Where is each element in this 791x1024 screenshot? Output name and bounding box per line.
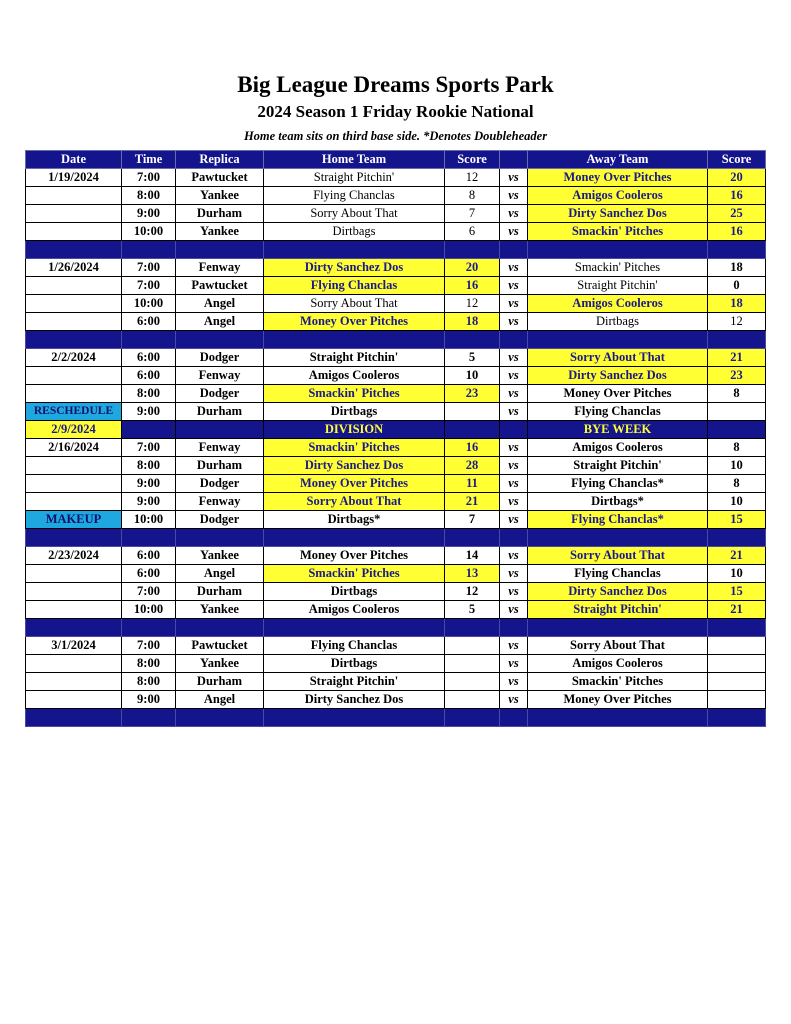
time-cell: 8:00	[122, 655, 176, 673]
col-header-date: Date	[26, 151, 122, 169]
vs-cell: vs	[500, 583, 528, 601]
table-row	[26, 691, 766, 709]
date-cell	[26, 493, 122, 511]
home-score-cell: 14	[445, 547, 500, 565]
week-separator-row	[26, 619, 766, 637]
time-cell	[122, 421, 176, 439]
away-team-cell: Smackin' Pitches	[528, 259, 708, 277]
home-team-cell: Smackin' Pitches	[264, 565, 445, 583]
week-separator-row	[26, 529, 766, 547]
time-cell: 7:00	[122, 259, 176, 277]
vs-cell: vs	[500, 223, 528, 241]
date-cell	[26, 475, 122, 493]
table-row	[26, 511, 766, 529]
vs-cell: vs	[500, 187, 528, 205]
away-team-cell: Straight Pitchin'	[528, 457, 708, 475]
home-score-cell: 16	[445, 439, 500, 457]
away-team-cell: Dirty Sanchez Dos	[528, 367, 708, 385]
away-team-cell: Money Over Pitches	[528, 169, 708, 187]
away-score-cell: 25	[708, 205, 766, 223]
table-row	[26, 655, 766, 673]
away-team-cell: Amigos Cooleros	[528, 655, 708, 673]
date-cell	[26, 277, 122, 295]
replica-cell: Angel	[176, 313, 264, 331]
time-cell: 6:00	[122, 313, 176, 331]
home-team-cell: Dirtbags	[264, 403, 445, 421]
week-separator-row	[26, 241, 766, 259]
week-separator-row	[26, 709, 766, 727]
table-row	[26, 637, 766, 655]
home-team-cell: Dirty Sanchez Dos	[264, 259, 445, 277]
vs-cell: vs	[500, 403, 528, 421]
replica-cell: Durham	[176, 673, 264, 691]
table-row	[26, 583, 766, 601]
away-score-cell: 21	[708, 349, 766, 367]
away-team-cell: Dirty Sanchez Dos	[528, 583, 708, 601]
vs-cell: vs	[500, 313, 528, 331]
replica-cell: Angel	[176, 691, 264, 709]
replica-cell: Dodger	[176, 475, 264, 493]
away-score-cell: 21	[708, 601, 766, 619]
vs-cell: vs	[500, 637, 528, 655]
home-team-cell: Flying Chanclas	[264, 637, 445, 655]
home-score-cell: 10	[445, 367, 500, 385]
replica-cell: Pawtucket	[176, 169, 264, 187]
table-row	[26, 601, 766, 619]
vs-cell: vs	[500, 439, 528, 457]
table-row	[26, 313, 766, 331]
replica-cell: Yankee	[176, 655, 264, 673]
date-cell	[26, 655, 122, 673]
home-team-cell: Straight Pitchin'	[264, 673, 445, 691]
away-score-cell: 8	[708, 439, 766, 457]
table-row	[26, 475, 766, 493]
home-score-cell	[445, 637, 500, 655]
table-row	[26, 169, 766, 187]
away-score-cell	[708, 673, 766, 691]
away-team-cell: Amigos Cooleros	[528, 439, 708, 457]
col-header-home-score: Score	[445, 151, 500, 169]
page-note: Home team sits on third base side. *Denotes Doubleheader	[243, 129, 548, 143]
replica-cell: Angel	[176, 295, 264, 313]
away-score-cell: 18	[708, 259, 766, 277]
away-score-cell: 16	[708, 187, 766, 205]
date-cell	[26, 223, 122, 241]
vs-cell: vs	[500, 475, 528, 493]
time-cell: 9:00	[122, 493, 176, 511]
away-team-cell: Flying Chanclas	[528, 403, 708, 421]
page-subtitle: 2024 Season 1 Friday Rookie National	[257, 102, 534, 121]
home-score-cell: 11	[445, 475, 500, 493]
away-score-cell	[708, 637, 766, 655]
date-cell: 1/26/2024	[26, 259, 122, 277]
col-header-time: Time	[122, 151, 176, 169]
bye-week-row	[26, 421, 766, 439]
time-cell: 10:00	[122, 601, 176, 619]
replica-cell: Yankee	[176, 223, 264, 241]
vs-cell: vs	[500, 511, 528, 529]
home-score-cell: 12	[445, 295, 500, 313]
home-score-cell	[445, 403, 500, 421]
table-row	[26, 493, 766, 511]
home-score-cell: 18	[445, 313, 500, 331]
date-cell: 2/16/2024	[26, 439, 122, 457]
date-cell	[26, 313, 122, 331]
away-score-cell: 12	[708, 313, 766, 331]
home-team-cell: Dirtbags*	[264, 511, 445, 529]
header-row	[26, 151, 766, 169]
home-team-cell: Money Over Pitches	[264, 313, 445, 331]
vs-cell: vs	[500, 349, 528, 367]
table-row	[26, 673, 766, 691]
away-score-cell: 10	[708, 565, 766, 583]
date-cell: 2/9/2024	[26, 421, 122, 439]
home-score-cell: 5	[445, 349, 500, 367]
home-team-cell: Dirtbags	[264, 655, 445, 673]
home-score-cell: 23	[445, 385, 500, 403]
date-cell	[26, 565, 122, 583]
date-cell: 3/1/2024	[26, 637, 122, 655]
time-cell: 8:00	[122, 187, 176, 205]
time-cell: 10:00	[122, 295, 176, 313]
col-header-home-team: Home Team	[264, 151, 445, 169]
vs-cell: vs	[500, 385, 528, 403]
reschedule-badge: RESCHEDULE	[26, 403, 122, 421]
home-team-cell: Dirtbags	[264, 223, 445, 241]
home-score-cell: 21	[445, 493, 500, 511]
time-cell: 10:00	[122, 223, 176, 241]
vs-cell: vs	[500, 493, 528, 511]
home-team-cell: Dirty Sanchez Dos	[264, 457, 445, 475]
home-team-cell: Flying Chanclas	[264, 277, 445, 295]
vs-cell	[500, 421, 528, 439]
table-row	[26, 187, 766, 205]
replica-cell: Pawtucket	[176, 637, 264, 655]
home-team-cell: Smackin' Pitches	[264, 439, 445, 457]
home-team-cell: Flying Chanclas	[264, 187, 445, 205]
replica-cell: Durham	[176, 403, 264, 421]
replica-cell: Yankee	[176, 187, 264, 205]
col-header-away-score: Score	[708, 151, 766, 169]
vs-cell: vs	[500, 547, 528, 565]
table-row	[26, 457, 766, 475]
home-team-cell: Smackin' Pitches	[264, 385, 445, 403]
col-header-replica: Replica	[176, 151, 264, 169]
replica-cell: Fenway	[176, 439, 264, 457]
date-cell	[26, 385, 122, 403]
replica-cell: Yankee	[176, 547, 264, 565]
division-label: DIVISION	[264, 421, 445, 439]
time-cell: 6:00	[122, 367, 176, 385]
home-score-cell: 12	[445, 583, 500, 601]
away-team-cell: Dirtbags*	[528, 493, 708, 511]
vs-cell: vs	[500, 655, 528, 673]
time-cell: 6:00	[122, 565, 176, 583]
col-header-vs	[500, 151, 528, 169]
replica-cell: Fenway	[176, 259, 264, 277]
table-row	[26, 565, 766, 583]
time-cell: 7:00	[122, 583, 176, 601]
home-score-cell: 20	[445, 259, 500, 277]
schedule-table	[25, 150, 766, 727]
time-cell: 6:00	[122, 547, 176, 565]
vs-cell: vs	[500, 205, 528, 223]
vs-cell: vs	[500, 277, 528, 295]
vs-cell: vs	[500, 691, 528, 709]
home-score-cell: 28	[445, 457, 500, 475]
away-team-cell: Amigos Cooleros	[528, 295, 708, 313]
time-cell: 8:00	[122, 385, 176, 403]
home-score-cell	[445, 421, 500, 439]
away-score-cell: 8	[708, 475, 766, 493]
table-row	[26, 349, 766, 367]
home-score-cell: 16	[445, 277, 500, 295]
away-score-cell	[708, 655, 766, 673]
time-cell: 7:00	[122, 439, 176, 457]
away-team-cell: Flying Chanclas	[528, 565, 708, 583]
away-score-cell	[708, 421, 766, 439]
home-score-cell	[445, 691, 500, 709]
date-cell	[26, 691, 122, 709]
time-cell: 9:00	[122, 691, 176, 709]
home-team-cell: Sorry About That	[264, 295, 445, 313]
home-team-cell: Straight Pitchin'	[264, 169, 445, 187]
date-cell	[26, 601, 122, 619]
away-score-cell: 10	[708, 457, 766, 475]
replica-cell: Dodger	[176, 349, 264, 367]
home-team-cell: Money Over Pitches	[264, 547, 445, 565]
home-team-cell: Dirty Sanchez Dos	[264, 691, 445, 709]
home-team-cell: Sorry About That	[264, 493, 445, 511]
col-header-away-team: Away Team	[528, 151, 708, 169]
home-team-cell: Straight Pitchin'	[264, 349, 445, 367]
date-cell	[26, 295, 122, 313]
away-team-cell: Flying Chanclas*	[528, 475, 708, 493]
vs-cell: vs	[500, 169, 528, 187]
vs-cell: vs	[500, 295, 528, 313]
table-row	[26, 205, 766, 223]
time-cell: 7:00	[122, 277, 176, 295]
away-score-cell: 18	[708, 295, 766, 313]
time-cell: 9:00	[122, 475, 176, 493]
table-row	[26, 367, 766, 385]
replica-cell: Durham	[176, 583, 264, 601]
away-team-cell: Straight Pitchin'	[528, 601, 708, 619]
home-team-cell: Sorry About That	[264, 205, 445, 223]
vs-cell: vs	[500, 457, 528, 475]
away-score-cell: 23	[708, 367, 766, 385]
home-team-cell: Dirtbags	[264, 583, 445, 601]
vs-cell: vs	[500, 367, 528, 385]
replica-cell: Dodger	[176, 385, 264, 403]
away-team-cell: Money Over Pitches	[528, 385, 708, 403]
date-cell	[26, 205, 122, 223]
replica-cell: Fenway	[176, 367, 264, 385]
table-row	[26, 295, 766, 313]
time-cell: 10:00	[122, 511, 176, 529]
away-score-cell: 16	[708, 223, 766, 241]
date-cell	[26, 673, 122, 691]
home-score-cell: 7	[445, 511, 500, 529]
table-row	[26, 259, 766, 277]
home-team-cell: Amigos Cooleros	[264, 601, 445, 619]
table-row	[26, 439, 766, 457]
vs-cell: vs	[500, 601, 528, 619]
replica-cell: Angel	[176, 565, 264, 583]
replica-cell: Yankee	[176, 601, 264, 619]
away-team-cell: Straight Pitchin'	[528, 277, 708, 295]
date-cell: 2/2/2024	[26, 349, 122, 367]
makeup-badge: MAKEUP	[26, 511, 122, 529]
away-score-cell	[708, 403, 766, 421]
home-score-cell: 13	[445, 565, 500, 583]
time-cell: 9:00	[122, 205, 176, 223]
table-row	[26, 223, 766, 241]
away-score-cell: 10	[708, 493, 766, 511]
away-score-cell: 20	[708, 169, 766, 187]
away-team-cell: Dirty Sanchez Dos	[528, 205, 708, 223]
home-score-cell: 5	[445, 601, 500, 619]
replica-cell	[176, 421, 264, 439]
away-team-cell: Dirtbags	[528, 313, 708, 331]
replica-cell: Durham	[176, 205, 264, 223]
away-score-cell: 21	[708, 547, 766, 565]
replica-cell: Pawtucket	[176, 277, 264, 295]
date-cell: 2/23/2024	[26, 547, 122, 565]
home-score-cell: 12	[445, 169, 500, 187]
date-cell	[26, 367, 122, 385]
table-row	[26, 547, 766, 565]
time-cell: 8:00	[122, 457, 176, 475]
bye-week-label: BYE WEEK	[528, 421, 708, 439]
vs-cell: vs	[500, 673, 528, 691]
home-score-cell	[445, 673, 500, 691]
away-team-cell: Sorry About That	[528, 547, 708, 565]
time-cell: 9:00	[122, 403, 176, 421]
away-team-cell: Smackin' Pitches	[528, 223, 708, 241]
home-score-cell: 6	[445, 223, 500, 241]
away-team-cell: Money Over Pitches	[528, 691, 708, 709]
time-cell: 7:00	[122, 169, 176, 187]
time-cell: 8:00	[122, 673, 176, 691]
away-team-cell: Smackin' Pitches	[528, 673, 708, 691]
table-row	[26, 385, 766, 403]
time-cell: 7:00	[122, 637, 176, 655]
page-title: Big League Dreams Sports Park	[237, 72, 554, 97]
date-cell	[26, 187, 122, 205]
away-team-cell: Amigos Cooleros	[528, 187, 708, 205]
home-score-cell: 8	[445, 187, 500, 205]
home-team-cell: Amigos Cooleros	[264, 367, 445, 385]
home-team-cell: Money Over Pitches	[264, 475, 445, 493]
replica-cell: Durham	[176, 457, 264, 475]
away-team-cell: Sorry About That	[528, 349, 708, 367]
table-row	[26, 403, 766, 421]
away-score-cell: 8	[708, 385, 766, 403]
table-row	[26, 277, 766, 295]
replica-cell: Fenway	[176, 493, 264, 511]
away-team-cell: Sorry About That	[528, 637, 708, 655]
date-cell	[26, 583, 122, 601]
away-score-cell: 15	[708, 511, 766, 529]
vs-cell: vs	[500, 565, 528, 583]
away-score-cell: 0	[708, 277, 766, 295]
away-score-cell	[708, 691, 766, 709]
date-cell: 1/19/2024	[26, 169, 122, 187]
away-team-cell: Flying Chanclas*	[528, 511, 708, 529]
week-separator-row	[26, 331, 766, 349]
home-score-cell: 7	[445, 205, 500, 223]
home-score-cell	[445, 655, 500, 673]
date-cell	[26, 457, 122, 475]
vs-cell: vs	[500, 259, 528, 277]
time-cell: 6:00	[122, 349, 176, 367]
away-score-cell: 15	[708, 583, 766, 601]
replica-cell: Dodger	[176, 511, 264, 529]
